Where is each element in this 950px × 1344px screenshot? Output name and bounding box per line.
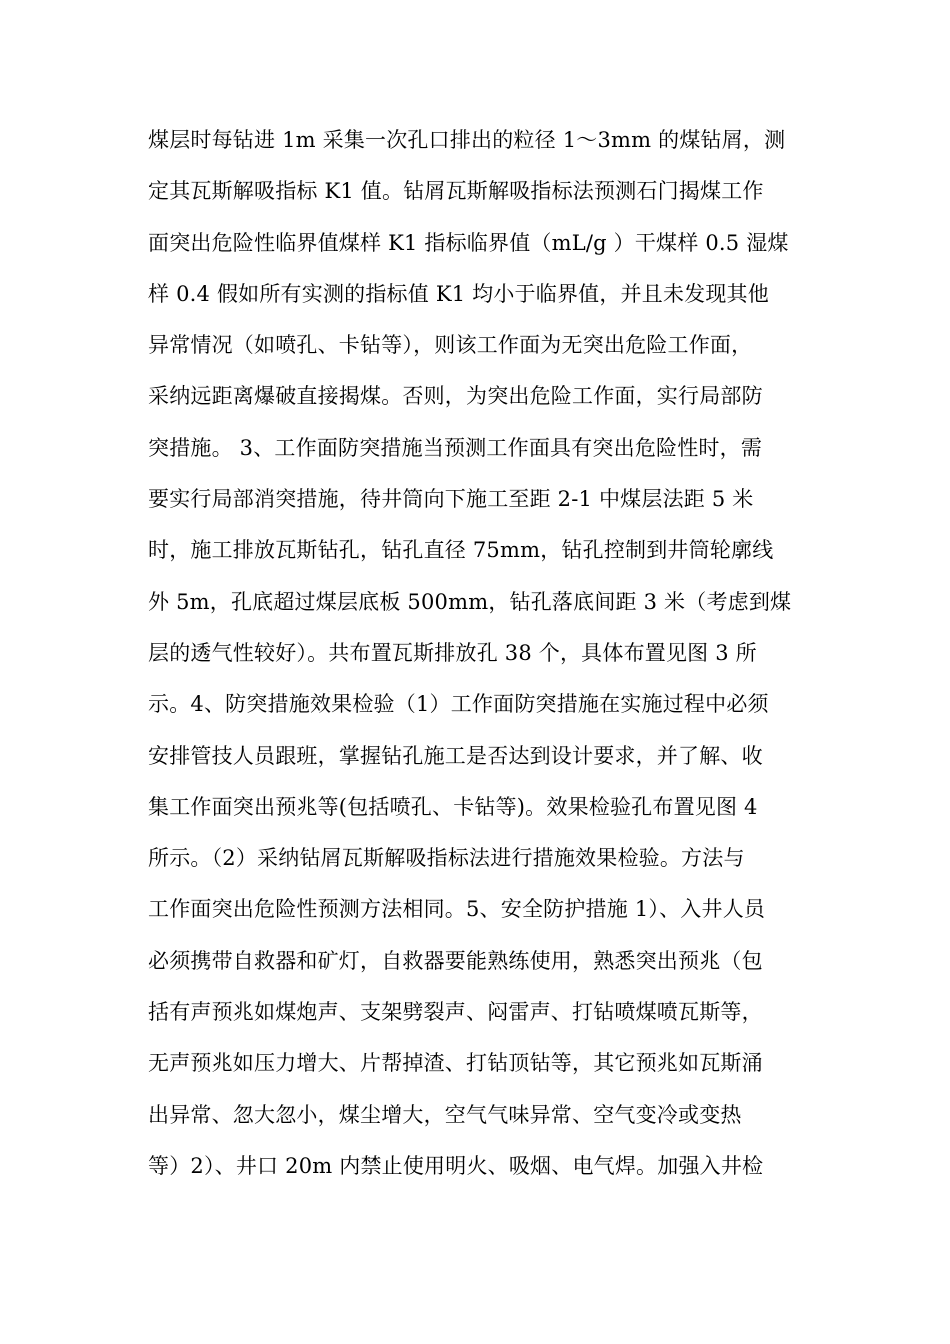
text-line: 煤层时每钻进 1m 采集一次孔口排出的粒径 1～3mm 的煤钻屑，测	[148, 128, 786, 152]
text-line: 层的透气性较好）。共布置瓦斯排放孔 38 个，具体布置见图 3 所	[148, 640, 757, 665]
text-line: 括有声预兆如煤炮声、支架劈裂声、闷雷声、打钻喷煤喷瓦斯等，	[148, 1000, 763, 1025]
text-line: 外 5m，孔底超过煤层底板 500mm，钻孔落底间距 3 米（考虑到煤	[148, 589, 792, 614]
text-line: 所示。（2）采纳钻屑瓦斯解吸指标法进行措施效果检验。方法与	[148, 846, 745, 871]
text-line: 面突出危险性临界值煤样 K1 指标临界值（mL/g ）干煤样 0.5 湿煤	[148, 230, 789, 255]
text-line: 工作面突出危险性预测方法相同。5、安全防护措施 1）、入井人员	[148, 897, 766, 922]
text-line: 集工作面突出预兆等(包括喷孔、卡钻等)。效果检验孔布置见图 4	[148, 794, 758, 819]
text-line: 定其瓦斯解吸指标 K1 值。钻屑瓦斯解吸指标法预测石门揭煤工作	[148, 179, 764, 204]
text-line: 异常情况（如喷孔、卡钻等），则该工作面为无突出危险工作面，	[148, 333, 753, 358]
body-text	[148, 115, 808, 1192]
text-line: 采纳远距离爆破直接揭煤。否则，为突出危险工作面，实行局部防	[148, 384, 763, 409]
text-line: 出异常、忽大忽小，煤尘增大，空气气味异常、空气变冷或变热	[148, 1102, 742, 1127]
text-line: 要实行局部消突措施，待井筒向下施工至距 2-1 中煤层法距 5 米	[148, 487, 754, 512]
text-line: 必须携带自救器和矿灯，自救器要能熟练使用，熟悉突出预兆（包	[148, 948, 763, 973]
text-line: 示。4、防突措施效果检验（1）工作面防突措施在实施过程中必须	[148, 692, 769, 717]
text-line: 等）2）、井口 20m 内禁止使用明火、吸烟、电气焊。加强入井检	[148, 1153, 764, 1178]
text-line: 突措施。 3、工作面防突措施当预测工作面具有突出危险性时，需	[148, 435, 763, 460]
text-line: 安排管技人员跟班，掌握钻孔施工是否达到设计要求，并了解、收	[148, 743, 763, 768]
text-line: 时，施工排放瓦斯钻孔，钻孔直径 75mm，钻孔控制到井筒轮廓线	[148, 538, 774, 563]
text-line: 无声预兆如压力增大、片帮掉渣、打钻顶钻等，其它预兆如瓦斯涌	[148, 1051, 763, 1076]
text-line: 样 0.4 假如所有实测的指标值 K1 均小于临界值，并且未发现其他	[148, 281, 769, 306]
